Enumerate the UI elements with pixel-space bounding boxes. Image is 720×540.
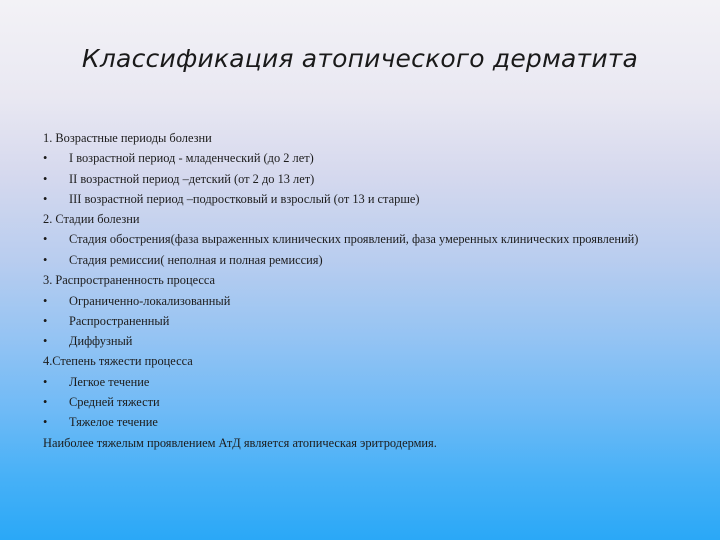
list-item <box>43 250 683 270</box>
bullet-icon: • <box>43 191 48 206</box>
list-item-text: Распространенный <box>69 313 170 328</box>
bullet-icon: • <box>43 171 48 186</box>
list-item <box>43 331 683 351</box>
section-heading-age-periods: 1. Возрастные периоды болезни <box>43 131 212 145</box>
list-item <box>43 291 683 311</box>
section-heading-stages: 2. Стадии болезни <box>43 212 140 227</box>
bullet-icon: • <box>43 151 48 166</box>
list-item-text: I возрастной период - младенческий (до 2 лет) <box>69 151 314 166</box>
list-item <box>43 372 683 392</box>
list-item-text: II возрастной период –детский (от 2 до 13 лет) <box>69 171 315 186</box>
list-item <box>43 169 683 189</box>
list-item <box>43 229 683 250</box>
list-item <box>43 148 683 168</box>
slide-title: Классификация атопического дерматита <box>81 44 639 73</box>
closing-statement: Наиболее тяжелым проявлением АтД является атопическая эритродермия. <box>43 435 437 450</box>
list-item-text: Тяжелое течение <box>69 415 158 430</box>
bullet-icon: • <box>43 395 48 410</box>
list-item-text: Диффузный <box>69 334 133 349</box>
bullet-icon: • <box>43 415 48 430</box>
list-item-text: III возрастной период –подростковый и взрослый (от 13 и старше) <box>69 191 420 206</box>
list-item <box>43 311 683 331</box>
list-item-text: Средней тяжести <box>69 395 160 410</box>
bullet-icon: • <box>43 313 48 328</box>
classification-list <box>43 128 683 453</box>
bullet-icon: • <box>43 374 48 389</box>
list-item-text: Ограниченно-локализованный <box>69 293 231 308</box>
list-item <box>43 412 683 432</box>
list-item <box>43 392 683 412</box>
list-item-text: Стадия ремиссии( неполная и полная ремиссия) <box>69 252 323 267</box>
list-item-text: Легкое течение <box>69 374 150 389</box>
list-item <box>43 189 683 209</box>
bullet-icon: • <box>43 252 48 267</box>
section-heading-prevalence: 3. Распространенность процесса <box>43 273 216 288</box>
list-item-text: Стадия обострения(фаза выраженных клинических проявлений, фаза умеренных клинических проявлений) <box>69 232 639 247</box>
section-heading-severity: 4.Степень тяжести процесса <box>43 354 193 369</box>
bullet-icon: • <box>43 232 48 247</box>
bullet-icon: • <box>43 293 48 308</box>
bullet-icon: • <box>43 334 48 349</box>
